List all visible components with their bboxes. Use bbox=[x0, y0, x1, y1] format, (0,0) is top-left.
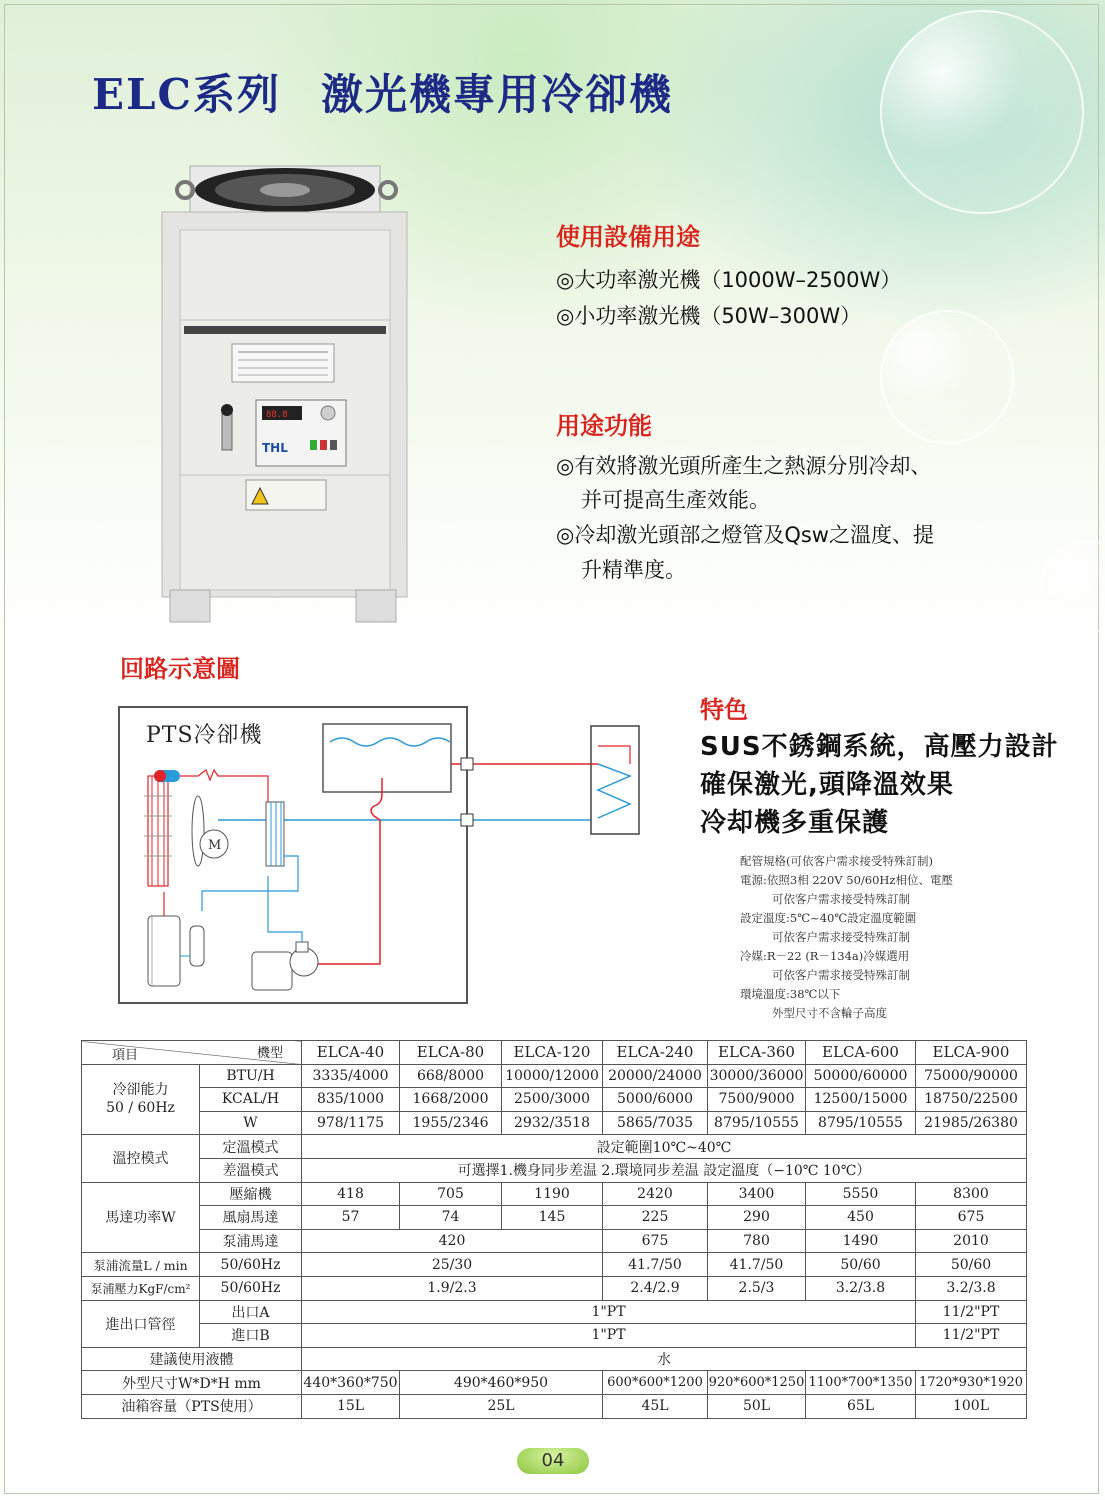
table-cell: 3335/4000 bbox=[302, 1064, 400, 1088]
table-row bbox=[82, 1324, 1027, 1348]
table-cell: 490*460*950 bbox=[400, 1371, 603, 1395]
sub-label: 50/60Hz bbox=[200, 1276, 302, 1300]
sub-label: 差溫模式 bbox=[200, 1158, 302, 1182]
pipe-label: 進出口管徑 bbox=[82, 1300, 200, 1347]
model-header: ELCA-600 bbox=[806, 1041, 916, 1065]
table-cell: 1668/2000 bbox=[400, 1088, 502, 1112]
motor-power-label: 馬達功率W bbox=[82, 1182, 200, 1253]
table-cell: 675 bbox=[916, 1206, 1027, 1230]
spec-note: 冷媒:R－22 (R－134a)冷媒選用 bbox=[740, 949, 910, 963]
spec-note: 外型尺寸不含輪子高度 bbox=[772, 1006, 887, 1020]
sub-label: 風扇馬達 bbox=[200, 1206, 302, 1230]
model-header: ELCA-360 bbox=[708, 1041, 806, 1065]
table-cell: 418 bbox=[302, 1182, 400, 1206]
table-cell: 11/2"PT bbox=[916, 1300, 1027, 1324]
table-cell: 675 bbox=[603, 1229, 708, 1253]
cooling-label-hz: 50 / 60Hz bbox=[106, 1100, 175, 1117]
sub-label: 泵浦馬達 bbox=[200, 1229, 302, 1253]
function-heading: 用途功能 bbox=[556, 412, 652, 440]
feature-line: SUS不銹鋼系統，高壓力設計 bbox=[700, 732, 1059, 762]
spec-table bbox=[81, 1040, 1027, 1419]
function-line: ◎冷却激光頭部之燈管及Qsw之溫度、提 bbox=[556, 523, 934, 547]
table-cell: 41.7/50 bbox=[603, 1253, 708, 1277]
corner-item-label: 項目 bbox=[112, 1048, 139, 1063]
table-cell: 25/30 bbox=[302, 1253, 603, 1277]
table-cell: 可選擇1.機身同步差温 2.環境同步差温 設定溫度（−10℃ 10℃） bbox=[302, 1158, 1027, 1182]
table-cell: 145 bbox=[502, 1206, 603, 1230]
circuit-heading: 回路示意圖 bbox=[120, 655, 240, 683]
size-label: 外型尺寸W*D*H mm bbox=[82, 1371, 302, 1395]
table-cell: 設定範圍10℃~40℃ bbox=[302, 1135, 1027, 1159]
feature-line: 確保激光,頭降溫效果 bbox=[700, 770, 954, 800]
table-row bbox=[82, 1158, 1027, 1182]
temp-mode-label: 溫控模式 bbox=[82, 1135, 200, 1182]
table-row bbox=[82, 1347, 1027, 1371]
table-cell: 3.2/3.8 bbox=[806, 1276, 916, 1300]
table-cell: 1100*700*1350 bbox=[806, 1371, 916, 1395]
table-row bbox=[82, 1088, 1027, 1112]
circuit-title: PTS冷卻機 bbox=[146, 723, 263, 748]
table-cell: 1955/2346 bbox=[400, 1111, 502, 1135]
page-title bbox=[92, 62, 673, 122]
usage-item: ◎小功率激光機（50W–300W） bbox=[556, 304, 862, 328]
table-cell: 2.4/2.9 bbox=[603, 1276, 708, 1300]
spec-note: 可依客户需求接受特殊訂制 bbox=[772, 892, 910, 906]
function-line: ◎有效將激光頭所產生之熱源分別冷却、 bbox=[556, 454, 932, 478]
table-cell: 100L bbox=[916, 1394, 1027, 1418]
table-cell: 225 bbox=[603, 1206, 708, 1230]
table-cell: 600*600*1200 bbox=[603, 1371, 708, 1395]
table-cell: 水 bbox=[302, 1347, 1027, 1371]
features-heading: 特色 bbox=[700, 696, 748, 724]
motor-label: M bbox=[208, 838, 222, 853]
table-cell: 20000/24000 bbox=[603, 1064, 708, 1088]
model-header: ELCA-900 bbox=[916, 1041, 1027, 1065]
table-cell: 3.2/3.8 bbox=[916, 1276, 1027, 1300]
table-cell: 2500/3000 bbox=[502, 1088, 603, 1112]
table-cell: 50/60 bbox=[916, 1253, 1027, 1277]
cooling-label-text: 冷卻能力 bbox=[112, 1082, 169, 1099]
corner-model-label: 機型 bbox=[256, 1046, 283, 1061]
spec-note: 可依客户需求接受特殊訂制 bbox=[772, 930, 910, 944]
table-cell: 1190 bbox=[502, 1182, 603, 1206]
table-cell: 18750/22500 bbox=[916, 1088, 1027, 1112]
table-cell: 75000/90000 bbox=[916, 1064, 1027, 1088]
table-cell: 290 bbox=[708, 1206, 806, 1230]
sub-label: 50/60Hz bbox=[200, 1253, 302, 1277]
table-cell: 780 bbox=[708, 1229, 806, 1253]
function-line: 并可提高生產效能。 bbox=[581, 488, 770, 512]
svg-text:88.8: 88.8 bbox=[266, 410, 288, 420]
unit-cell: W bbox=[200, 1111, 302, 1135]
table-cell: 1"PT bbox=[302, 1300, 916, 1324]
function-line: 升精準度。 bbox=[581, 558, 686, 582]
table-cell: 420 bbox=[302, 1229, 603, 1253]
table-cell: 11/2"PT bbox=[916, 1324, 1027, 1348]
page-number: 04 bbox=[517, 1448, 589, 1474]
table-row bbox=[82, 1394, 1027, 1418]
table-cell: 15L bbox=[302, 1394, 400, 1418]
sub-label: 壓縮機 bbox=[200, 1182, 302, 1206]
table-cell: 65L bbox=[806, 1394, 916, 1418]
table-cell: 835/1000 bbox=[302, 1088, 400, 1112]
unit-cell: BTU/H bbox=[200, 1064, 302, 1088]
unit-cell: KCAL/H bbox=[200, 1088, 302, 1112]
table-cell: 45L bbox=[603, 1394, 708, 1418]
table-row bbox=[82, 1064, 1027, 1088]
model-header: ELCA-40 bbox=[302, 1041, 400, 1065]
chiller-machine-image bbox=[150, 160, 420, 630]
spec-note: 配管規格(可依客户需求接受特殊訂制) bbox=[740, 854, 933, 868]
flow-label: 泵浦流量L / min bbox=[82, 1253, 200, 1277]
table-cell: 2010 bbox=[916, 1229, 1027, 1253]
usage-item: ◎大功率激光機（1000W–2500W） bbox=[556, 268, 902, 292]
table-row bbox=[82, 1300, 1027, 1324]
table-row bbox=[82, 1253, 1027, 1277]
table-cell: 50L bbox=[708, 1394, 806, 1418]
usage-heading: 使用設備用途 bbox=[556, 223, 700, 251]
table-cell: 5550 bbox=[806, 1182, 916, 1206]
table-cell: 2932/3518 bbox=[502, 1111, 603, 1135]
table-cell: 7500/9000 bbox=[708, 1088, 806, 1112]
title-series: ELC系列 bbox=[92, 70, 281, 119]
table-cell: 10000/12000 bbox=[502, 1064, 603, 1088]
spec-note: 環境溫度:38℃以下 bbox=[740, 987, 841, 1001]
table-row bbox=[82, 1111, 1027, 1135]
table-cell: 1720*930*1920 bbox=[916, 1371, 1027, 1395]
table-row bbox=[82, 1229, 1027, 1253]
table-cell: 50/60 bbox=[806, 1253, 916, 1277]
table-row bbox=[82, 1182, 1027, 1206]
table-corner bbox=[82, 1041, 302, 1065]
feature-line: 冷却機多重保護 bbox=[700, 808, 890, 838]
spec-note: 設定溫度:5℃~40℃設定溫度範圍 bbox=[740, 911, 917, 925]
table-row bbox=[82, 1371, 1027, 1395]
sub-label: 進口B bbox=[200, 1324, 302, 1348]
table-cell: 8795/10555 bbox=[708, 1111, 806, 1135]
model-header: ELCA-240 bbox=[603, 1041, 708, 1065]
table-cell: 1490 bbox=[806, 1229, 916, 1253]
table-cell: 3400 bbox=[708, 1182, 806, 1206]
table-cell: 41.7/50 bbox=[708, 1253, 806, 1277]
table-row bbox=[82, 1041, 1027, 1065]
fluid-label: 建議使用液體 bbox=[82, 1347, 302, 1371]
table-cell: 5000/6000 bbox=[603, 1088, 708, 1112]
model-header: ELCA-80 bbox=[400, 1041, 502, 1065]
table-row bbox=[82, 1206, 1027, 1230]
cooling-label bbox=[82, 1064, 200, 1135]
tank-label: 油箱容量（PTS使用） bbox=[82, 1394, 302, 1418]
circuit-diagram bbox=[118, 706, 648, 1006]
sub-label: 定溫模式 bbox=[200, 1135, 302, 1159]
table-cell: 2420 bbox=[603, 1182, 708, 1206]
sub-label: 出口A bbox=[200, 1300, 302, 1324]
table-cell: 1"PT bbox=[302, 1324, 916, 1348]
decorative-bubble bbox=[1040, 540, 1105, 634]
table-cell: 21985/26380 bbox=[916, 1111, 1027, 1135]
model-header: ELCA-120 bbox=[502, 1041, 603, 1065]
table-row bbox=[82, 1276, 1027, 1300]
table-cell: 1.9/2.3 bbox=[302, 1276, 603, 1300]
table-cell: 920*600*1250 bbox=[708, 1371, 806, 1395]
table-cell: 12500/15000 bbox=[806, 1088, 916, 1112]
decorative-bubble bbox=[880, 310, 1014, 444]
table-cell: 57 bbox=[302, 1206, 400, 1230]
table-cell: 50000/60000 bbox=[806, 1064, 916, 1088]
table-cell: 2.5/3 bbox=[708, 1276, 806, 1300]
table-row bbox=[82, 1135, 1027, 1159]
table-cell: 450 bbox=[806, 1206, 916, 1230]
table-cell: 978/1175 bbox=[302, 1111, 400, 1135]
table-cell: 8300 bbox=[916, 1182, 1027, 1206]
table-cell: 668/8000 bbox=[400, 1064, 502, 1088]
spec-note: 電源:依照3相 220V 50/60Hz相位、電壓 bbox=[740, 873, 953, 887]
table-cell: 705 bbox=[400, 1182, 502, 1206]
decorative-bubble bbox=[880, 10, 1084, 214]
table-cell: 440*360*750 bbox=[302, 1371, 400, 1395]
table-cell: 8795/10555 bbox=[806, 1111, 916, 1135]
table-cell: 5865/7035 bbox=[603, 1111, 708, 1135]
pressure-label: 泵浦壓力KgF/cm² bbox=[82, 1276, 200, 1300]
spec-note: 可依客户需求接受特殊訂制 bbox=[772, 968, 910, 982]
svg-text:THL: THL bbox=[262, 441, 288, 455]
title-main: 激光機專用冷卻機 bbox=[320, 70, 673, 119]
table-cell: 25L bbox=[400, 1394, 603, 1418]
table-cell: 74 bbox=[400, 1206, 502, 1230]
table-cell: 30000/36000 bbox=[708, 1064, 806, 1088]
